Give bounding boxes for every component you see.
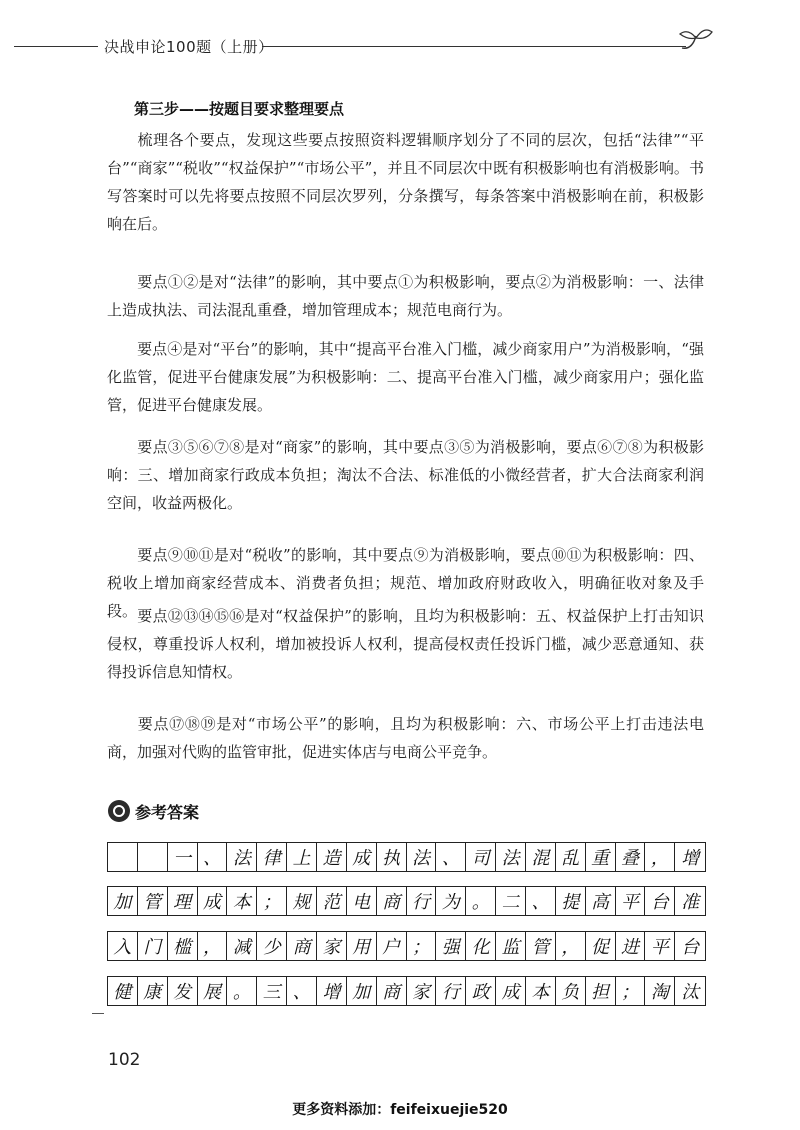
grid-cell: 成 [347, 843, 377, 871]
grid-cell: 为 [436, 887, 466, 915]
grid-cell: ， [198, 932, 228, 960]
grid-cell: 电 [347, 887, 377, 915]
grid-cell: 范 [317, 887, 347, 915]
paragraph-7: 要点⑰⑱⑲是对“市场公平”的影响，且均为积极影响：六、市场公平上打击违法电商，加强对代购的监管审批，促进实体店与电商公平竞争。 [107, 715, 704, 761]
grid-cell: 商 [287, 932, 317, 960]
grid-cell: 高 [586, 887, 616, 915]
grid-cell: 上 [287, 843, 317, 871]
paragraph-2: 要点①②是对“法律”的影响，其中要点①为积极影响，要点②为消极影响：一、法律上造成执法、司法混乱重叠，增加管理成本；规范电商行为。 [107, 273, 704, 319]
grid-cell: ， [645, 843, 675, 871]
grid-cell: 混 [526, 843, 556, 871]
grid-cell: 商 [377, 887, 407, 915]
grid-cell: 成 [496, 977, 526, 1005]
grid-cell: 健 [108, 977, 138, 1005]
running-header-title: 决战申论100题（上册） [104, 38, 274, 56]
header-rule-left [14, 46, 98, 47]
grid-cell: 法 [227, 843, 257, 871]
reference-answer-heading [108, 797, 199, 825]
grid-cell: 平 [616, 887, 646, 915]
grid-cell: 一 [168, 843, 198, 871]
grid-cell: 、 [198, 843, 228, 871]
grid-cell: 成 [198, 887, 228, 915]
grid-cell: 理 [168, 887, 198, 915]
grid-cell: 律 [257, 843, 287, 871]
sprout-icon [676, 26, 716, 56]
grid-cell: 管 [138, 887, 168, 915]
grid-cell: 户 [377, 932, 407, 960]
grid-cell: 促 [586, 932, 616, 960]
header-rule-right [262, 46, 686, 47]
grid-cell: ； [257, 887, 287, 915]
grid-cell: 行 [407, 887, 437, 915]
grid-cell: 加 [347, 977, 377, 1005]
grid-cell: 化 [466, 932, 496, 960]
grid-cell: 负 [556, 977, 586, 1005]
page-number: 102 [108, 1050, 141, 1070]
grid-cell: 、 [287, 977, 317, 1005]
paragraph-6: 要点⑫⑬⑭⑮⑯是对“权益保护”的影响，且均为积极影响：五、权益保护上打击知识侵权，尊重投诉人权利，增加被投诉人权利，提高侵权责任投诉门槛，减少恶意通知、获得投诉信息知情权。 [107, 607, 704, 681]
grid-cell: 发 [168, 977, 198, 1005]
grid-cell: 强 [436, 932, 466, 960]
grid-cell [138, 843, 168, 871]
grid-cell: 增 [317, 977, 347, 1005]
paragraph-1: 梳理各个要点，发现这些要点按照资料逻辑顺序划分了不同的层次，包括“法律”“平台”“商家”“税收”“权益保护”“市场公平”，并且不同层次中既有积极影响也有消极影响。书写答案时可以先将要点按照不同层次罗列，分条撰写，每条答案中消极影响在前，积极影响在后。 [107, 131, 704, 233]
grid-cell: 、 [436, 843, 466, 871]
grid-cell: 法 [496, 843, 526, 871]
grid-cell: 二 [496, 887, 526, 915]
grid-cell: 叠 [616, 843, 646, 871]
grid-cell: ， [556, 932, 586, 960]
grid-cell: 减 [227, 932, 257, 960]
grid-cell: 、 [526, 887, 556, 915]
grid-cell: 门 [138, 932, 168, 960]
grid-cell: ； [616, 977, 646, 1005]
paragraph-3: 要点④是对“平台”的影响，其中“提高平台准入门槛，减少商家用户”为消极影响，“强化监管，促进平台健康发展”为积极影响：二、提高平台准入门槛，减少商家用户；强化监管，促进平台健康发展。 [107, 340, 704, 414]
grid-cell: 规 [287, 887, 317, 915]
grid-cell: 平 [645, 932, 675, 960]
paragraph-5: 要点⑨⑩⑪是对“税收”的影响，其中要点⑨为消极影响，要点⑩⑪为积极影响：四、税收上增加商家经营成本、消费者负担；规范、增加政府财政收入，明确征收对象及手段。 [107, 546, 704, 620]
grid-cell: 家 [317, 932, 347, 960]
grid-cell: 法 [407, 843, 437, 871]
answer-grid-row [107, 976, 706, 1006]
grid-cell: 担 [586, 977, 616, 1005]
grid-cell: 造 [317, 843, 347, 871]
grid-cell: 少 [257, 932, 287, 960]
answer-grid-row [107, 886, 706, 916]
reference-answer-label: 参考答案 [135, 802, 200, 822]
grid-cell: 入 [108, 932, 138, 960]
footer-note: 更多资料添加：feifeixuejie520 [292, 1102, 508, 1118]
grid-cell [108, 843, 138, 871]
grid-cell: 行 [436, 977, 466, 1005]
paragraph-4: 要点③⑤⑥⑦⑧是对“商家”的影响，其中要点③⑤为消极影响，要点⑥⑦⑧为积极影响：三、增加商家行政成本负担；淘汰不合法、标准低的小微经营者，扩大合法商家利润空间，收益两极化。 [107, 438, 704, 512]
grid-cell: 政 [466, 977, 496, 1005]
grid-cell: 槛 [168, 932, 198, 960]
answer-grid-row [107, 842, 706, 872]
grid-cell: 台 [645, 887, 675, 915]
grid-cell: 三 [257, 977, 287, 1005]
grid-cell: 管 [526, 932, 556, 960]
grid-cell: 提 [556, 887, 586, 915]
grid-cell: 家 [407, 977, 437, 1005]
grid-cell: 。 [227, 977, 257, 1005]
margin-dash [92, 1013, 104, 1014]
target-icon [108, 800, 130, 822]
answer-grid-row [107, 931, 706, 961]
grid-cell: ； [407, 932, 437, 960]
grid-cell: 康 [138, 977, 168, 1005]
grid-cell: 增 [681, 848, 700, 869]
grid-cell: 本 [227, 887, 257, 915]
grid-cell: 司 [466, 843, 496, 871]
grid-cell: 进 [616, 932, 646, 960]
grid-cell: 。 [466, 887, 496, 915]
grid-cell: 准 [681, 892, 700, 913]
grid-cell: 加 [108, 887, 138, 915]
grid-cell: 展 [198, 977, 228, 1005]
grid-cell: 用 [347, 932, 377, 960]
grid-cell: 淘 [645, 977, 675, 1005]
grid-cell: 监 [496, 932, 526, 960]
grid-cell: 执 [377, 843, 407, 871]
grid-cell: 本 [526, 977, 556, 1005]
grid-cell: 乱 [556, 843, 586, 871]
grid-cell: 台 [681, 937, 700, 958]
grid-cell: 汰 [681, 982, 700, 1003]
grid-cell: 商 [377, 977, 407, 1005]
section-title: 第三步——按题目要求整理要点 [134, 100, 345, 118]
grid-cell: 重 [586, 843, 616, 871]
